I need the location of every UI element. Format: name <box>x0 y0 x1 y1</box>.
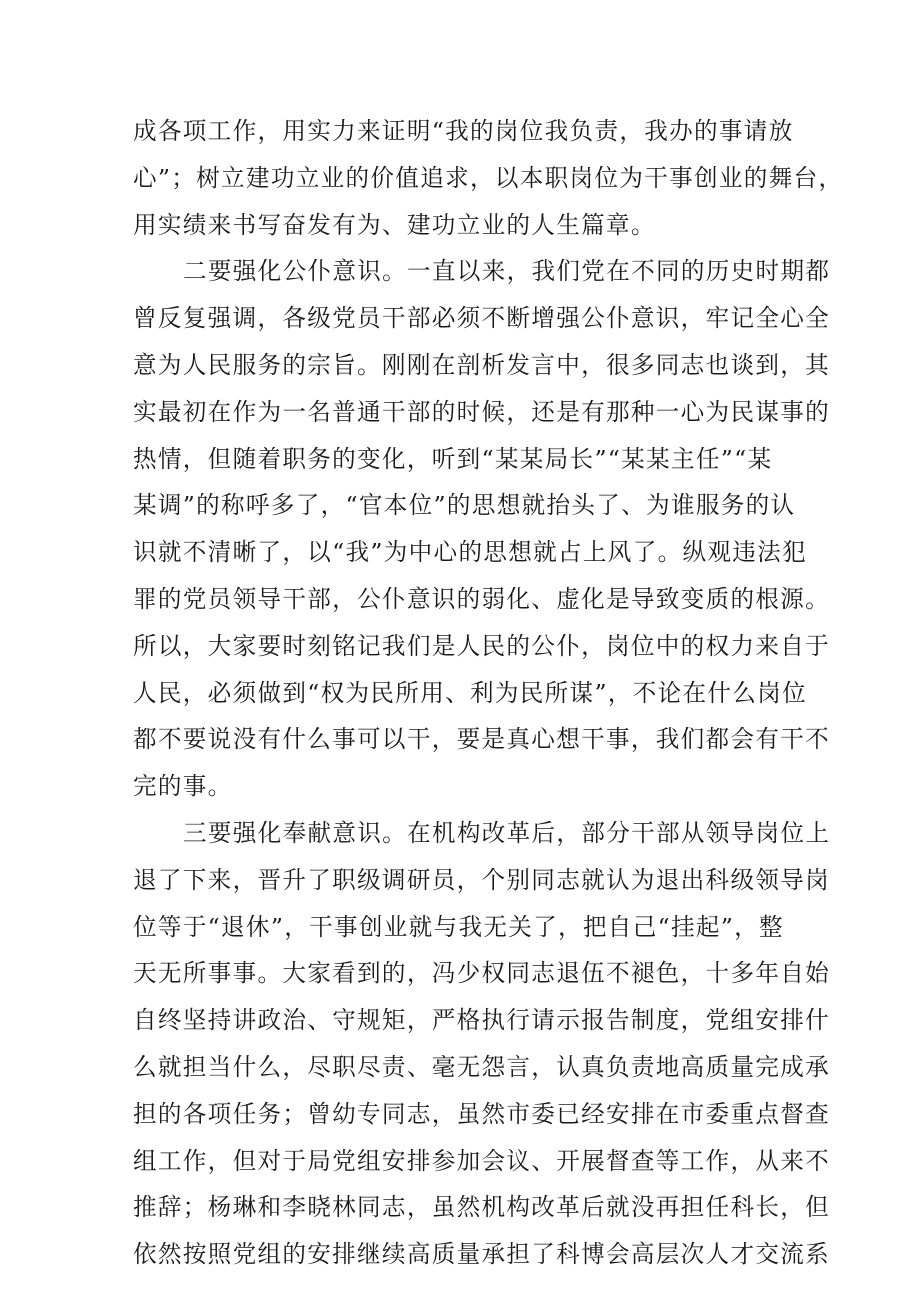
text-line: 热情，但随着职务的变化，听到“某某局长”“某某主任”“某 <box>133 444 773 473</box>
text-line: 心”；树立建功立业的价值追求，以本职岗位为干事创业的舞台， <box>133 163 844 192</box>
text-line: 退了下来，晋升了职级调研员，个别同志就认为退出科级领导岗 <box>133 865 831 894</box>
text-line: 所以，大家要时刻铭记我们是人民的公仆，岗位中的权力来自于 <box>133 631 831 660</box>
text-line: 成各项工作，用实力来证明“我的岗位我负责，我办的事请放 <box>133 117 794 145</box>
text-line: 担的各项任务；曾幼专同志，虽然市委已经安排在市委重点督查 <box>133 1099 831 1128</box>
text-line: 某调”的称呼多了，“官本位”的思想就抬头了、为谁服务的认 <box>133 491 796 520</box>
text-line: 依然按照党组的安排继续高质量承担了科博会高层次人才交流系 <box>133 1240 831 1269</box>
body-text <box>133 108 844 1278</box>
text-line: 人民，必须做到“权为民所用、利为民所谋”，不论在什么岗位 <box>133 678 807 707</box>
text-line: 完的事。 <box>133 772 233 801</box>
text-line: 组工作，但对于局党组安排参加会议、开展督查等工作，从来不 <box>133 1146 831 1175</box>
text-line: 用实绩来书写奋发有为、建功立业的人生篇章。 <box>133 210 656 239</box>
text-line: 么就担当什么，尽职尽责、毫无怨言，认真负责地高质量完成承 <box>133 1052 831 1081</box>
paragraph-first-line: 二要强化公仆意识。一直以来，我们党在不同的历史时期都 <box>183 257 831 286</box>
text-line: 识就不清晰了，以“我”为中心的思想就占上风了。纵观违法犯 <box>133 538 807 567</box>
text-line: 都不要说没有什么事可以干，要是真心想干事，我们都会有干不 <box>133 725 831 754</box>
paragraph-first-line: 三要强化奉献意识。在机构改革后，部分干部从领导岗位上 <box>183 818 831 847</box>
text-line: 曾反复强调，各级党员干部必须不断增强公仆意识，牢记全心全 <box>133 304 831 333</box>
text-line: 实最初在作为一名普通干部的时候，还是有那种一心为民谋事的 <box>133 397 831 426</box>
text-line: 罪的党员领导干部，公仆意识的弱化、虚化是导致变质的根源。 <box>133 584 831 613</box>
text-line: 自终坚持讲政治、守规矩，严格执行请示报告制度，党组安排什 <box>133 1006 831 1035</box>
text-line: 位等于“退休”，干事创业就与我无关了，把自己“挂起”，整 <box>133 912 784 941</box>
text-line: 天无所事事。大家看到的，冯少权同志退伍不褪色，十多年自始 <box>133 959 831 988</box>
text-line: 意为人民服务的宗旨。刚刚在剖析发言中，很多同志也谈到，其 <box>133 350 831 379</box>
text-line: 推辞；杨琳和李晓林同志，虽然机构改革后就没再担任科长，但 <box>133 1193 831 1222</box>
